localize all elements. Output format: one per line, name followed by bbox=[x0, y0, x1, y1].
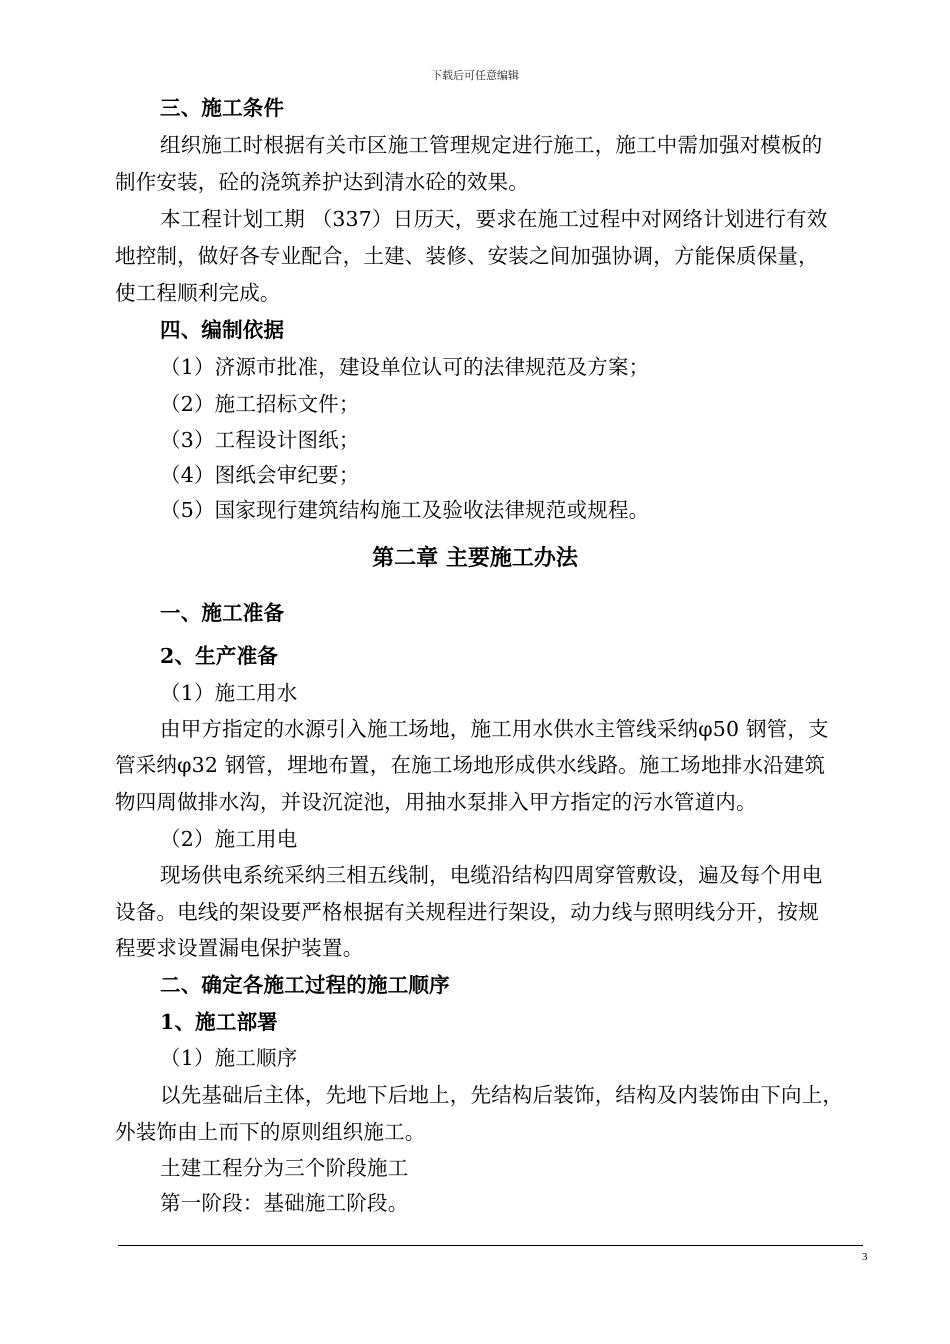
section-heading: 二、确定各施工过程的施工顺序 bbox=[160, 973, 450, 997]
paragraph-line: 物四周做排水沟，并设沉淀池，用抽水泵排入甲方指定的污水管道内。 bbox=[115, 790, 757, 814]
section-heading: 三、施工条件 bbox=[160, 96, 285, 120]
list-item: （1）济源市批准，建设单位认可的法律规范及方案； bbox=[160, 355, 650, 379]
paragraph-line: 第一阶段：基础施工阶段。 bbox=[160, 1191, 409, 1215]
paragraph-line: 外装饰由上而下的原则组织施工。 bbox=[115, 1120, 426, 1144]
paragraph-line: 土建工程分为三个阶段施工 bbox=[160, 1156, 409, 1180]
paragraph-line: 地控制，做好各专业配合，土建、装修、安装之间加强协调，方能保质保量， bbox=[115, 244, 819, 268]
list-item: （5）国家现行建筑结构施工及验收法律规范或规程。 bbox=[160, 498, 650, 522]
paragraph-line: 管采纳φ32 钢管，埋地布置，在施工场地形成供水线路。施工场地排水沿建筑 bbox=[115, 753, 826, 777]
paragraph-line: 使工程顺利完成。 bbox=[115, 281, 281, 305]
list-item: （3）工程设计图纸； bbox=[160, 428, 360, 452]
subsection-heading: 1、施工部署 bbox=[160, 1010, 278, 1034]
item-heading: （1）施工用水 bbox=[160, 681, 298, 705]
paragraph-line: 本工程计划工期 （337）日历天，要求在施工过程中对网络计划进行有效 bbox=[160, 207, 828, 231]
paragraph-line: 以先基础后主体，先地下后地上，先结构后装饰，结构及内装饰由下向上， bbox=[160, 1083, 844, 1107]
paragraph-line: 制作安装，砼的浇筑养护达到清水砼的效果。 bbox=[115, 170, 529, 194]
page-number: 3 bbox=[862, 1251, 868, 1263]
list-item: （2）施工招标文件； bbox=[160, 392, 360, 416]
list-item: （4）图纸会审纪要； bbox=[160, 463, 360, 487]
section-heading: 一、施工准备 bbox=[160, 601, 285, 625]
paragraph-line: 现场供电系统采纳三相五线制，电缆沿结构四周穿管敷设，遍及每个用电 bbox=[160, 863, 823, 887]
paragraph-line: 程要求设置漏电保护装置。 bbox=[115, 936, 364, 960]
item-heading: （1）施工顺序 bbox=[160, 1046, 298, 1070]
section-heading: 四、编制依据 bbox=[160, 318, 285, 342]
chapter-title: 第二章 主要施工办法 bbox=[372, 545, 578, 571]
header-note: 下载后可任意编辑 bbox=[431, 69, 519, 82]
paragraph-line: 组织施工时根据有关市区施工管理规定进行施工，施工中需加强对模板的 bbox=[160, 133, 823, 157]
subsection-heading: 2、生产准备 bbox=[160, 644, 278, 668]
footer-divider bbox=[118, 1245, 863, 1246]
paragraph-line: 设备。电线的架设要严格根据有关规程进行架设，动力线与照明线分开，按规 bbox=[115, 900, 819, 924]
item-heading: （2）施工用电 bbox=[160, 827, 298, 851]
paragraph-line: 由甲方指定的水源引入施工场地，施工用水供水主管线采纳φ50 钢管，支 bbox=[160, 717, 829, 741]
